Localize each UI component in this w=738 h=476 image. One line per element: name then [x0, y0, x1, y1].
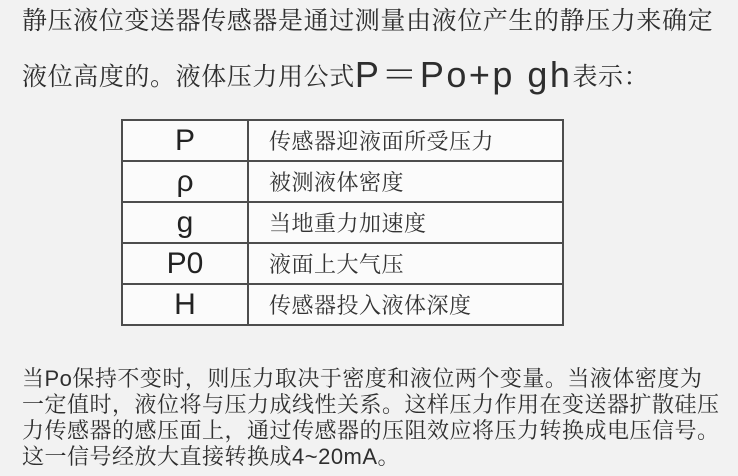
intro-line-2-suffix: 表示： [572, 63, 650, 91]
footer-line-3: 力传感器的感压面上，通过传感器的压阻效应将压力转换成电压信号。 [22, 418, 720, 443]
symbol-cell: g [122, 202, 248, 243]
intro-line-2-prefix: 液位高度的。液体压力用公式 [22, 63, 355, 91]
symbol-definitions-table [121, 119, 564, 326]
footer-line-2: 一定值时，液位将与压力成线性关系。这样压力作用在变送器扩散硅压 [22, 392, 720, 417]
table-row [122, 202, 563, 243]
intro-line-1: 静压液位变送器传感器是通过测量由液位产生的静压力来确定 [22, 7, 714, 35]
footer-paragraph [22, 366, 728, 470]
description-cell: 传感器迎液面所受压力 [248, 120, 563, 161]
symbol-cell: P [122, 120, 248, 161]
description-cell: 当地重力加速度 [248, 202, 563, 243]
symbol-cell: P0 [122, 243, 248, 284]
intro-paragraph [22, 5, 722, 98]
description-cell: 液面上大气压 [248, 243, 563, 284]
description-cell: 被测液体密度 [248, 161, 563, 202]
footer-line-1: 当Po保持不变时，则压力取决于密度和液位两个变量。当液体密度为 [22, 366, 703, 391]
table-row [122, 161, 563, 202]
symbol-cell: ρ [122, 161, 248, 202]
intro-line-2 [22, 47, 722, 98]
symbol-cell: H [122, 284, 248, 325]
table-row [122, 243, 563, 284]
pressure-formula: P＝Po+p gh [354, 54, 573, 95]
table-row [122, 284, 563, 325]
description-cell: 传感器投入液体深度 [248, 284, 563, 325]
footer-line-4: 这一信号经放大直接转换成4~20mA。 [22, 444, 401, 469]
table-row [122, 120, 563, 161]
